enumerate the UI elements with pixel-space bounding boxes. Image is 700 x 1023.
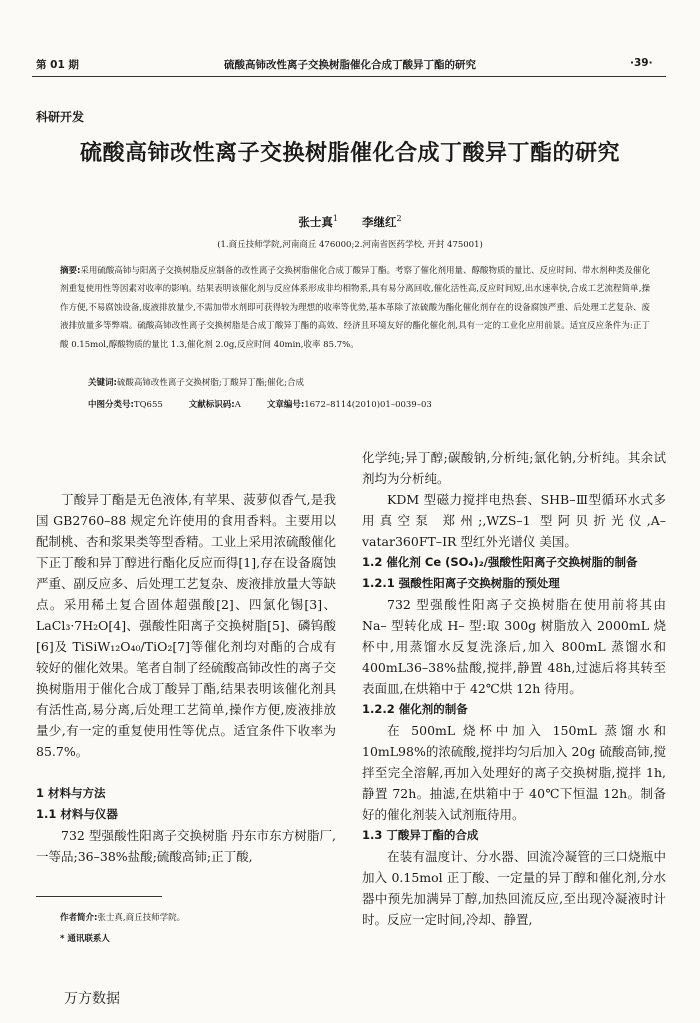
affiliations: (1.商丘技师学院,河南商丘 476000;2.河南省医药学校, 开封 475001) (217, 240, 483, 250)
header-rule (32, 76, 666, 77)
materials-paragraph: 732 型强酸性阳离子交换树脂 丹东市东方树脂厂,一等品;36–38%盐酸;硫酸高铈;正丁酸, (36, 828, 336, 864)
keywords-text: 硫酸高铈改性离子交换树脂;丁酸异丁酯;催化;合成 (116, 378, 304, 388)
clc-label: 中图分类号: (88, 400, 134, 410)
left-column (36, 489, 336, 867)
keywords (88, 376, 304, 388)
author-bio-label: 作者简介: (60, 913, 98, 923)
doc-code-label: 文献标识码: (188, 400, 235, 410)
section-label: 科研开发 (36, 110, 85, 124)
abstract-text: 采用硫酸高铈与阳离子交换树脂反应制备的改性离子交换树脂催化合成丁酸异丁酯。考察了催化剂用量、醇酸物质的量比、反应时间、带水剂种类及催化剂重复使用性等因素对收率的影响。结果表明该催化剂与反应体系形成非均相物系,具有易分离回收,催化活性高,反应时间短,出水速率快,合成工艺流程简单,操作方便,不易腐蚀设备,废液排放量少,不需加带水剂即可获得较为理想的收率等优势,基本革除了浓硫酸为酯化催化剂存在的设备腐蚀严重、后处理工艺复杂、废液排放量多等弊端。硫酸高铈改性离子交换树脂是合成丁酸异丁酯的高效、经济且环境友好的酯化催化剂,具有一定的工业化应用前景。适宜反应条件为:正丁酸 0.15mol,醇酸物质的量比 1.3,催化剂 2.0g,反应时间 40min,收率 85.7%。 (60, 266, 650, 350)
abstract (60, 262, 650, 354)
author-2-mark: 2 (396, 214, 402, 224)
pretreatment-paragraph: 732 型强酸性阳离子交换树脂在使用前将其由 Na– 型转化成 H– 型:取 300g 树脂放入 2000mL 烧杯中,用蒸馏水反复洗涤后,加入 800mL 蒸馏水和 400mL36–38%盐酸,搅拌,静置 48h,过滤后将其转至表面皿,在烘箱中于 42℃烘 12h 待用。 (362, 597, 666, 696)
keywords-label: 关键词: (88, 378, 117, 388)
author-2: 李继红 (362, 215, 397, 229)
corresponding-author-note: * 通讯联系人 (60, 934, 110, 944)
author-bio-text: 张士真,商丘技师学院。 (97, 913, 186, 923)
reagents-paragraph: 化学纯;异丁醇;碳酸钠,分析纯;氯化钠,分析纯。其余试剂均为分析纯。 (362, 450, 666, 486)
author-1-mark: 1 (332, 214, 338, 224)
heading-1-2-1: 1.2.1 强酸性阳离子交换树脂的预处理 (362, 576, 560, 590)
classification-line (88, 398, 432, 410)
author-bio-footnote (60, 908, 185, 929)
heading-1-3: 1.3 丁酸异丁酯的合成 (362, 828, 479, 842)
running-header-page: ·39· (630, 57, 653, 69)
clc-value: TQ655 (133, 400, 163, 410)
watermark: 万方数据 (64, 991, 120, 1007)
doc-code-value: A (234, 400, 241, 410)
heading-1-2-2: 1.2.2 催化剂的制备 (362, 702, 468, 716)
heading-1-1: 1.1 材料与仪器 (36, 807, 118, 821)
heading-1-2: 1.2 催化剂 Ce (SO₄)₂/强酸性阳离子交换树脂的制备 (362, 555, 638, 569)
intro-paragraph: 丁酸异丁酯是无色液体,有苹果、菠萝似香气,是我国 GB2760–88 规定允许使用的食用香料。主要用以配制桃、杏和浆果类等型香精。工业上采用浓硫酸催化下正丁酸和异丁醇进行酯化反应而得[1],存在设备腐蚀严重、副反应多、后处理工艺复杂、废液排放量大等缺点。采用稀土复合固体超强酸[2]、四氯化锡[3]、LaCl₃·7H₂O[4]、强酸性阳离子交换树脂[5]、磷钨酸[6]及 TiSiW₁₂O₄₀/TiO₂[7]等催化剂均对酯的合成有较好的催化效果。笔者自制了经硫酸高铈改性的离子交换树脂用于催化合成丁酸异丁酯,结果表明该催化剂具有活性高,易分离,后处理工艺简单,操作方便,废液排放量少,有一定的重复使用性等优点。适宜条件下收率为 85.7%。 (36, 492, 337, 759)
article-number-label: 文章编号: (266, 400, 305, 410)
footnote-rule (36, 896, 162, 897)
heading-1: 1 材料与方法 (36, 786, 106, 800)
running-header-issue: 第 01 期 (36, 59, 79, 71)
synthesis-paragraph: 在装有温度计、分水器、回流冷凝管的三口烧瓶中加入 0.15mol 正丁酸、一定量的异丁醇和催化剂,分水器中预先加满异丁醇,加热回流反应,至出现冷凝液时计时。反应一定时间,冷却、静置, (362, 849, 666, 927)
footnotes (60, 908, 185, 950)
author-1: 张士真 (298, 215, 333, 229)
author-line (0, 214, 700, 230)
article-number-value: 1672–8114(2010)01–0039–03 (304, 400, 432, 410)
instruments-paragraph: KDM 型磁力搅拌电热套、SHB–Ⅲ型循环水式多用真空泵 郑州;,WZS–1 型阿贝折光仪,A–vatar360FT–IR 型红外光谱仪 美国。 (362, 492, 666, 549)
right-column (362, 447, 666, 930)
paper-title: 硫酸高铈改性离子交换树脂催化合成丁酸异丁酯的研究 (79, 141, 620, 166)
abstract-label: 摘要: (60, 266, 81, 276)
catalyst-prep-paragraph: 在 500mL 烧杯中加入 150mL 蒸馏水和 10mL98%的浓硫酸,搅拌均匀后加入 20g 硫酸高铈,搅拌至完全溶解,再加入处理好的离子交换树脂,搅拌 1h,静置 72h。抽滤,在烘箱中于 40℃下恒温 12h。制备好的催化剂装入试剂瓶待用。 (362, 723, 666, 822)
running-header-title: 硫酸高铈改性离子交换树脂催化合成丁酸异丁酯的研究 (224, 59, 476, 71)
